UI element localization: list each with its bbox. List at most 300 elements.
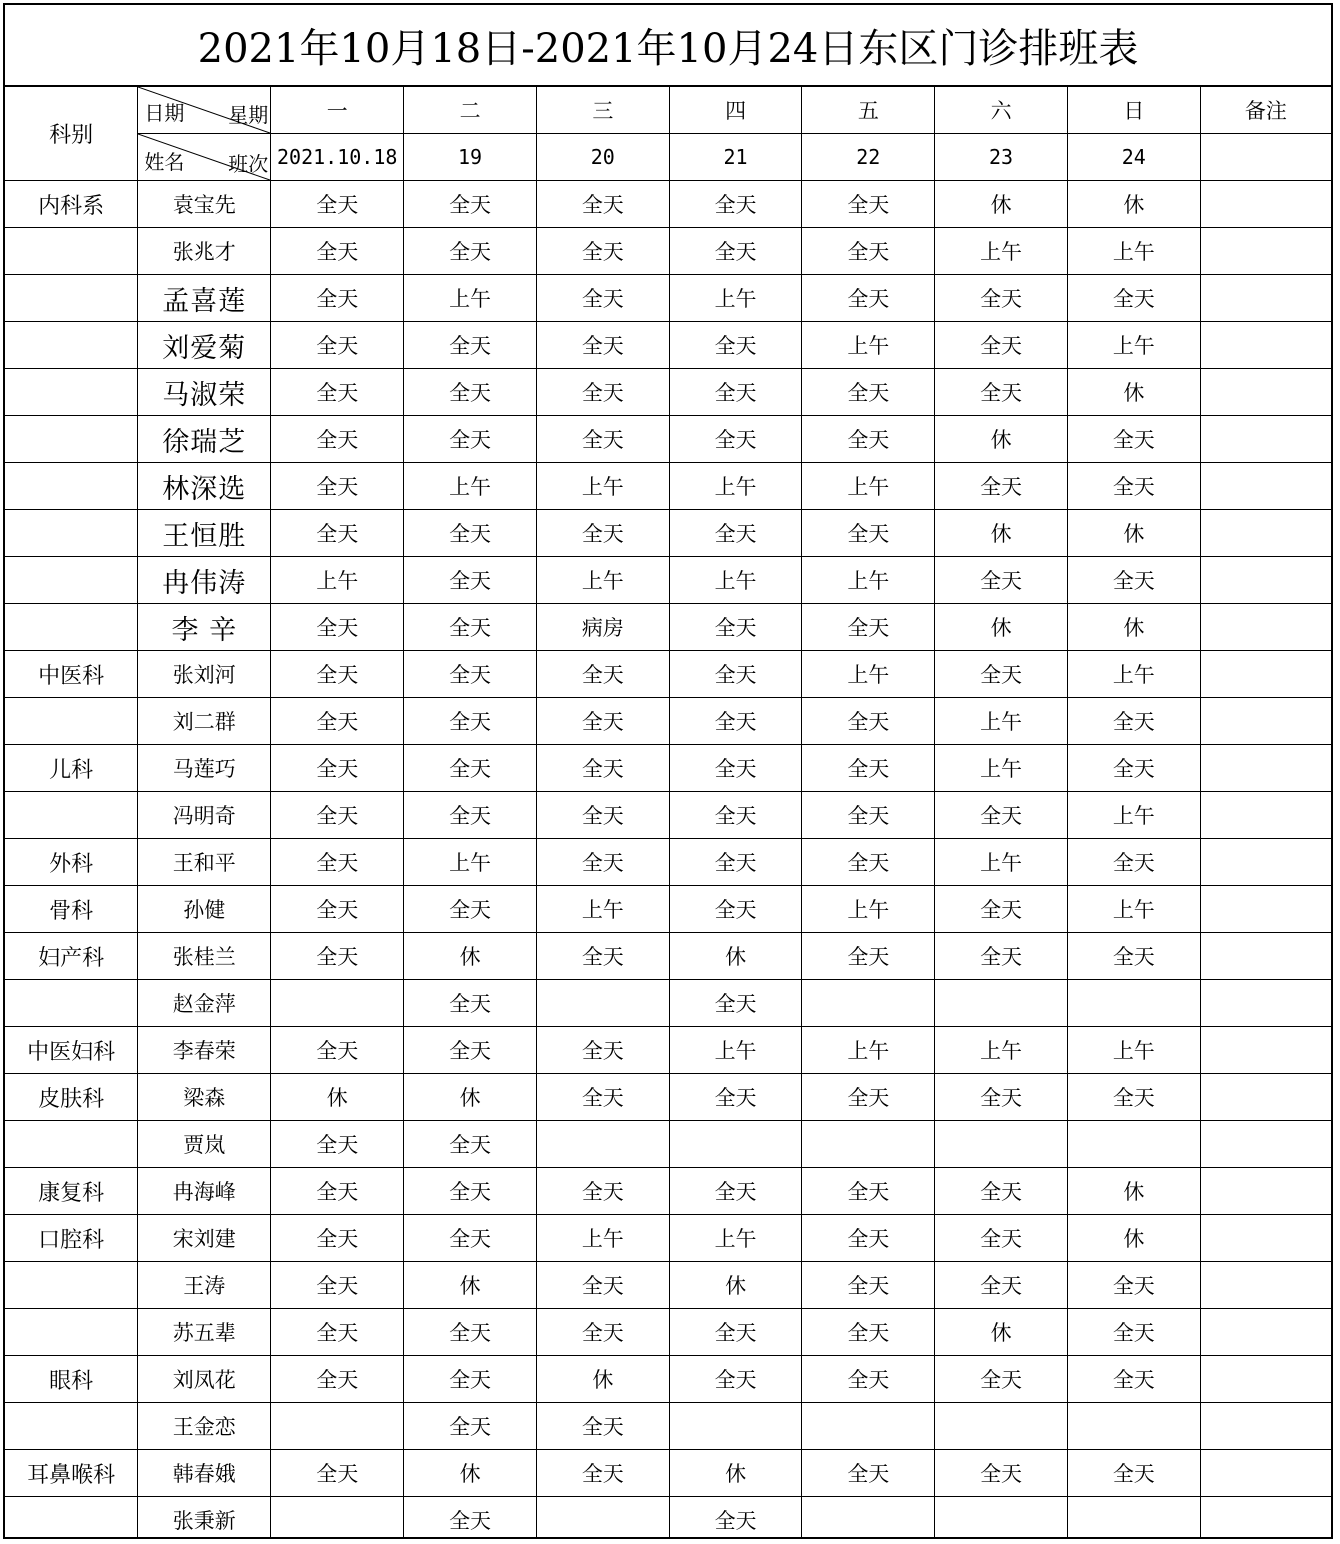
shift-cell (935, 1497, 1068, 1540)
shift-cell: 全天 (536, 369, 669, 416)
shift-cell: 全天 (669, 745, 802, 792)
name-cell: 李春荣 (138, 1027, 271, 1074)
table-row (5, 886, 1331, 933)
shift-cell: 休 (669, 933, 802, 980)
shift-cell: 全天 (802, 228, 935, 275)
dept-header: 科别 (5, 87, 138, 181)
name-cell: 王涛 (138, 1262, 271, 1309)
remarks-cell (1200, 275, 1331, 322)
shift-cell: 全天 (1067, 698, 1200, 745)
shift-cell: 全天 (669, 322, 802, 369)
shift-cell: 全天 (1067, 839, 1200, 886)
dept-cell (5, 698, 138, 745)
shift-cell: 全天 (404, 1497, 537, 1540)
shift-cell: 上午 (536, 463, 669, 510)
shift-cell: 全天 (802, 275, 935, 322)
table-row (5, 604, 1331, 651)
shift-cell (802, 980, 935, 1027)
table-row (5, 933, 1331, 980)
remarks-cell (1200, 1262, 1331, 1309)
shift-cell: 全天 (404, 510, 537, 557)
shift-label: 班次 (228, 152, 269, 176)
shift-cell: 全天 (271, 1356, 404, 1403)
name-cell: 王金恋 (138, 1403, 271, 1450)
header-row-weekday (5, 87, 1331, 134)
remarks-cell (1200, 181, 1331, 228)
shift-cell: 休 (935, 604, 1068, 651)
table-row (5, 1309, 1331, 1356)
dept-cell (5, 510, 138, 557)
shift-cell: 全天 (669, 228, 802, 275)
shift-cell: 全天 (935, 1168, 1068, 1215)
shift-cell: 全天 (271, 886, 404, 933)
name-cell: 刘凤花 (138, 1356, 271, 1403)
shift-cell (536, 980, 669, 1027)
weekday-cell: 三 (536, 87, 669, 134)
shift-cell (935, 1403, 1068, 1450)
remarks-cell (1200, 510, 1331, 557)
shift-cell: 全天 (1067, 933, 1200, 980)
schedule-sheet (3, 3, 1333, 1539)
dept-cell (5, 792, 138, 839)
name-cell: 袁宝先 (138, 181, 271, 228)
table-row (5, 275, 1331, 322)
shift-cell: 全天 (802, 1262, 935, 1309)
shift-cell: 全天 (1067, 275, 1200, 322)
remarks-cell (1200, 134, 1331, 181)
shift-cell: 休 (669, 1262, 802, 1309)
name-cell: 韩春娥 (138, 1450, 271, 1497)
shift-cell: 全天 (935, 1215, 1068, 1262)
shift-cell: 全天 (536, 839, 669, 886)
shift-cell: 全天 (536, 1450, 669, 1497)
shift-cell: 全天 (669, 886, 802, 933)
shift-cell: 全天 (404, 228, 537, 275)
remarks-cell (1200, 557, 1331, 604)
shift-cell: 全天 (271, 1215, 404, 1262)
remarks-cell (1200, 980, 1331, 1027)
remarks-cell (1200, 1027, 1331, 1074)
name-cell: 梁森 (138, 1074, 271, 1121)
shift-cell: 休 (935, 181, 1068, 228)
shift-cell: 全天 (935, 463, 1068, 510)
shift-cell: 全天 (271, 698, 404, 745)
shift-cell (802, 1403, 935, 1450)
shift-cell: 全天 (935, 651, 1068, 698)
shift-cell: 全天 (669, 698, 802, 745)
shift-cell: 全天 (935, 1356, 1068, 1403)
dept-cell (5, 369, 138, 416)
dept-cell (5, 416, 138, 463)
shift-cell: 全天 (669, 651, 802, 698)
shift-cell: 上午 (404, 839, 537, 886)
shift-cell: 全天 (404, 181, 537, 228)
shift-cell: 休 (1067, 181, 1200, 228)
dept-cell (5, 228, 138, 275)
schedule-table (5, 87, 1331, 1539)
shift-cell: 上午 (1067, 322, 1200, 369)
shift-cell: 休 (935, 1309, 1068, 1356)
shift-cell: 上午 (1067, 886, 1200, 933)
shift-cell: 全天 (404, 322, 537, 369)
shift-cell: 全天 (404, 651, 537, 698)
shift-cell (802, 1121, 935, 1168)
dept-cell (5, 1121, 138, 1168)
date-cell: 21 (669, 134, 802, 181)
weekday-cell: 一 (271, 87, 404, 134)
shift-cell: 全天 (271, 228, 404, 275)
shift-cell (1067, 980, 1200, 1027)
shift-cell: 全天 (271, 651, 404, 698)
date-cell: 22 (802, 134, 935, 181)
remarks-cell (1200, 463, 1331, 510)
name-shift-header (138, 134, 271, 181)
shift-cell: 全天 (802, 1074, 935, 1121)
table-row (5, 181, 1331, 228)
shift-cell: 全天 (935, 557, 1068, 604)
shift-cell: 上午 (1067, 651, 1200, 698)
shift-cell: 全天 (271, 416, 404, 463)
table-row (5, 1215, 1331, 1262)
shift-cell: 全天 (271, 745, 404, 792)
shift-cell: 全天 (271, 1450, 404, 1497)
shift-cell: 全天 (669, 604, 802, 651)
weekday-cell: 日 (1067, 87, 1200, 134)
name-cell: 张秉新 (138, 1497, 271, 1540)
name-cell: 宋刘建 (138, 1215, 271, 1262)
remarks-cell (1200, 1356, 1331, 1403)
date-cell: 20 (536, 134, 669, 181)
name-cell: 李 辛 (138, 604, 271, 651)
shift-cell: 全天 (536, 1027, 669, 1074)
shift-cell: 全天 (802, 604, 935, 651)
shift-cell: 全天 (536, 1309, 669, 1356)
shift-cell: 全天 (536, 1262, 669, 1309)
shift-cell: 上午 (802, 557, 935, 604)
name-cell: 王和平 (138, 839, 271, 886)
shift-cell: 全天 (1067, 745, 1200, 792)
shift-cell: 全天 (271, 1121, 404, 1168)
shift-cell: 全天 (935, 933, 1068, 980)
shift-cell: 休 (404, 1262, 537, 1309)
shift-cell: 全天 (536, 510, 669, 557)
shift-cell: 全天 (536, 698, 669, 745)
shift-cell: 休 (1067, 604, 1200, 651)
remarks-cell (1200, 839, 1331, 886)
shift-cell: 上午 (536, 557, 669, 604)
dept-cell: 中医科 (5, 651, 138, 698)
dept-cell: 骨科 (5, 886, 138, 933)
shift-cell: 全天 (271, 369, 404, 416)
shift-cell: 全天 (1067, 557, 1200, 604)
shift-cell: 上午 (536, 1215, 669, 1262)
shift-cell (669, 1121, 802, 1168)
page-title: 2021年10月18日-2021年10月24日东区门诊排班表 (5, 5, 1331, 87)
shift-cell (536, 1497, 669, 1540)
shift-cell (271, 1403, 404, 1450)
table-row (5, 416, 1331, 463)
remarks-cell (1200, 416, 1331, 463)
shift-cell: 休 (404, 1074, 537, 1121)
shift-cell: 全天 (802, 839, 935, 886)
shift-cell: 休 (1067, 510, 1200, 557)
shift-cell: 全天 (935, 792, 1068, 839)
shift-cell: 全天 (404, 416, 537, 463)
shift-cell: 全天 (1067, 1262, 1200, 1309)
shift-cell: 全天 (536, 933, 669, 980)
shift-cell: 全天 (669, 416, 802, 463)
shift-cell: 休 (935, 510, 1068, 557)
table-row (5, 322, 1331, 369)
shift-cell: 全天 (404, 1309, 537, 1356)
remarks-cell (1200, 1168, 1331, 1215)
dept-cell: 耳鼻喉科 (5, 1450, 138, 1497)
shift-cell (669, 1403, 802, 1450)
shift-cell: 全天 (1067, 1450, 1200, 1497)
shift-cell: 全天 (271, 933, 404, 980)
remarks-cell (1200, 228, 1331, 275)
weekday-cell: 四 (669, 87, 802, 134)
shift-cell: 全天 (536, 745, 669, 792)
table-row (5, 557, 1331, 604)
shift-cell: 全天 (935, 1450, 1068, 1497)
shift-cell: 休 (1067, 1215, 1200, 1262)
dept-cell: 康复科 (5, 1168, 138, 1215)
dept-cell: 儿科 (5, 745, 138, 792)
shift-cell: 全天 (271, 275, 404, 322)
remarks-cell (1200, 698, 1331, 745)
shift-cell: 休 (404, 933, 537, 980)
table-row (5, 1027, 1331, 1074)
shift-cell: 全天 (271, 1309, 404, 1356)
weekday-label: 星期 (228, 103, 269, 127)
shift-cell: 全天 (404, 1215, 537, 1262)
remarks-cell (1200, 886, 1331, 933)
shift-cell: 全天 (271, 1027, 404, 1074)
name-cell: 孟喜莲 (138, 275, 271, 322)
shift-cell: 全天 (669, 792, 802, 839)
shift-cell: 全天 (669, 181, 802, 228)
shift-cell: 上午 (1067, 792, 1200, 839)
shift-cell: 休 (935, 416, 1068, 463)
shift-cell: 全天 (271, 322, 404, 369)
shift-cell: 全天 (404, 792, 537, 839)
dept-cell (5, 1403, 138, 1450)
table-row (5, 1450, 1331, 1497)
shift-cell: 全天 (536, 275, 669, 322)
remarks-cell (1200, 933, 1331, 980)
shift-cell: 上午 (802, 886, 935, 933)
name-cell: 赵金萍 (138, 980, 271, 1027)
dept-cell: 外科 (5, 839, 138, 886)
shift-cell: 全天 (669, 1309, 802, 1356)
name-cell: 张刘河 (138, 651, 271, 698)
shift-cell: 上午 (669, 463, 802, 510)
table-row (5, 980, 1331, 1027)
name-cell: 马莲巧 (138, 745, 271, 792)
weekday-cell: 二 (404, 87, 537, 134)
shift-cell: 全天 (404, 1121, 537, 1168)
shift-cell: 全天 (669, 1168, 802, 1215)
date-cell: 24 (1067, 134, 1200, 181)
table-row (5, 792, 1331, 839)
shift-cell: 上午 (271, 557, 404, 604)
name-cell: 徐瑞芝 (138, 416, 271, 463)
shift-cell: 全天 (669, 1074, 802, 1121)
shift-cell: 全天 (802, 698, 935, 745)
shift-cell: 全天 (536, 228, 669, 275)
shift-cell: 上午 (802, 651, 935, 698)
dept-cell: 内科系 (5, 181, 138, 228)
shift-cell: 全天 (271, 792, 404, 839)
remarks-cell (1200, 651, 1331, 698)
shift-cell (802, 1497, 935, 1540)
shift-cell: 上午 (536, 886, 669, 933)
shift-cell: 上午 (404, 275, 537, 322)
table-row (5, 510, 1331, 557)
remarks-cell (1200, 1497, 1331, 1540)
shift-cell: 上午 (669, 275, 802, 322)
name-cell: 贾岚 (138, 1121, 271, 1168)
shift-cell: 全天 (271, 1262, 404, 1309)
shift-cell: 病房 (536, 604, 669, 651)
name-cell: 冯明奇 (138, 792, 271, 839)
shift-cell: 上午 (669, 557, 802, 604)
shift-cell: 全天 (271, 604, 404, 651)
shift-cell (271, 1497, 404, 1540)
shift-cell: 全天 (802, 181, 935, 228)
remarks-cell (1200, 369, 1331, 416)
shift-cell: 全天 (536, 322, 669, 369)
table-row (5, 698, 1331, 745)
remarks-cell (1200, 745, 1331, 792)
remarks-cell (1200, 1121, 1331, 1168)
table-row (5, 1074, 1331, 1121)
shift-cell: 全天 (935, 322, 1068, 369)
shift-cell: 全天 (1067, 463, 1200, 510)
name-cell: 刘爱菊 (138, 322, 271, 369)
shift-cell: 全天 (404, 1356, 537, 1403)
shift-cell: 全天 (802, 1309, 935, 1356)
name-cell: 张桂兰 (138, 933, 271, 980)
table-row (5, 1403, 1331, 1450)
shift-cell: 全天 (1067, 1074, 1200, 1121)
shift-cell: 全天 (1067, 416, 1200, 463)
header-row-date (5, 134, 1331, 181)
shift-cell (1067, 1497, 1200, 1540)
shift-cell: 全天 (536, 1403, 669, 1450)
shift-cell (271, 980, 404, 1027)
shift-cell: 全天 (935, 886, 1068, 933)
shift-cell: 全天 (404, 886, 537, 933)
shift-cell: 全天 (404, 557, 537, 604)
table-row (5, 1497, 1331, 1540)
shift-cell: 全天 (935, 275, 1068, 322)
remarks-header: 备注 (1200, 87, 1331, 134)
remarks-cell (1200, 792, 1331, 839)
shift-cell: 上午 (935, 698, 1068, 745)
shift-cell: 全天 (1067, 1309, 1200, 1356)
shift-cell: 全天 (404, 1403, 537, 1450)
shift-cell: 全天 (802, 510, 935, 557)
remarks-cell (1200, 1403, 1331, 1450)
shift-cell: 上午 (802, 1027, 935, 1074)
shift-cell: 上午 (935, 1027, 1068, 1074)
shift-cell: 全天 (935, 1262, 1068, 1309)
shift-cell: 休 (669, 1450, 802, 1497)
name-cell: 冉伟涛 (138, 557, 271, 604)
dept-cell (5, 1497, 138, 1540)
table-row (5, 1168, 1331, 1215)
remarks-cell (1200, 1450, 1331, 1497)
shift-cell (1067, 1121, 1200, 1168)
dept-cell: 口腔科 (5, 1215, 138, 1262)
shift-cell: 全天 (536, 1074, 669, 1121)
shift-cell: 全天 (271, 510, 404, 557)
shift-cell (1067, 1403, 1200, 1450)
shift-cell: 全天 (536, 792, 669, 839)
dept-cell: 中医妇科 (5, 1027, 138, 1074)
table-row (5, 651, 1331, 698)
shift-cell: 全天 (271, 839, 404, 886)
shift-cell: 上午 (802, 322, 935, 369)
shift-cell: 上午 (1067, 228, 1200, 275)
shift-cell: 全天 (935, 1074, 1068, 1121)
shift-cell: 休 (271, 1074, 404, 1121)
dept-cell (5, 1262, 138, 1309)
shift-cell: 全天 (404, 369, 537, 416)
table-row (5, 228, 1331, 275)
table-row (5, 1262, 1331, 1309)
dept-cell (5, 322, 138, 369)
shift-cell: 全天 (802, 792, 935, 839)
shift-cell: 上午 (935, 228, 1068, 275)
name-cell: 王恒胜 (138, 510, 271, 557)
shift-cell: 休 (1067, 1168, 1200, 1215)
shift-cell: 全天 (802, 369, 935, 416)
shift-cell: 全天 (802, 1450, 935, 1497)
shift-cell (935, 980, 1068, 1027)
shift-cell: 全天 (404, 604, 537, 651)
table-row (5, 369, 1331, 416)
remarks-cell (1200, 1215, 1331, 1262)
shift-cell (935, 1121, 1068, 1168)
shift-cell: 全天 (271, 181, 404, 228)
shift-cell: 休 (404, 1450, 537, 1497)
dept-cell (5, 557, 138, 604)
name-cell: 林深选 (138, 463, 271, 510)
shift-cell: 全天 (802, 1356, 935, 1403)
shift-cell: 全天 (802, 416, 935, 463)
shift-cell: 全天 (802, 1168, 935, 1215)
table-row (5, 839, 1331, 886)
dept-cell: 皮肤科 (5, 1074, 138, 1121)
shift-cell: 全天 (404, 745, 537, 792)
name-cell: 张兆才 (138, 228, 271, 275)
date-cell: 19 (404, 134, 537, 181)
dept-cell (5, 1309, 138, 1356)
dept-cell (5, 604, 138, 651)
shift-cell: 全天 (536, 181, 669, 228)
dept-cell: 眼科 (5, 1356, 138, 1403)
shift-cell: 全天 (271, 1168, 404, 1215)
shift-cell: 上午 (802, 463, 935, 510)
table-row (5, 463, 1331, 510)
name-cell: 马淑荣 (138, 369, 271, 416)
name-cell: 孙健 (138, 886, 271, 933)
shift-cell: 全天 (669, 839, 802, 886)
shift-cell: 全天 (271, 463, 404, 510)
